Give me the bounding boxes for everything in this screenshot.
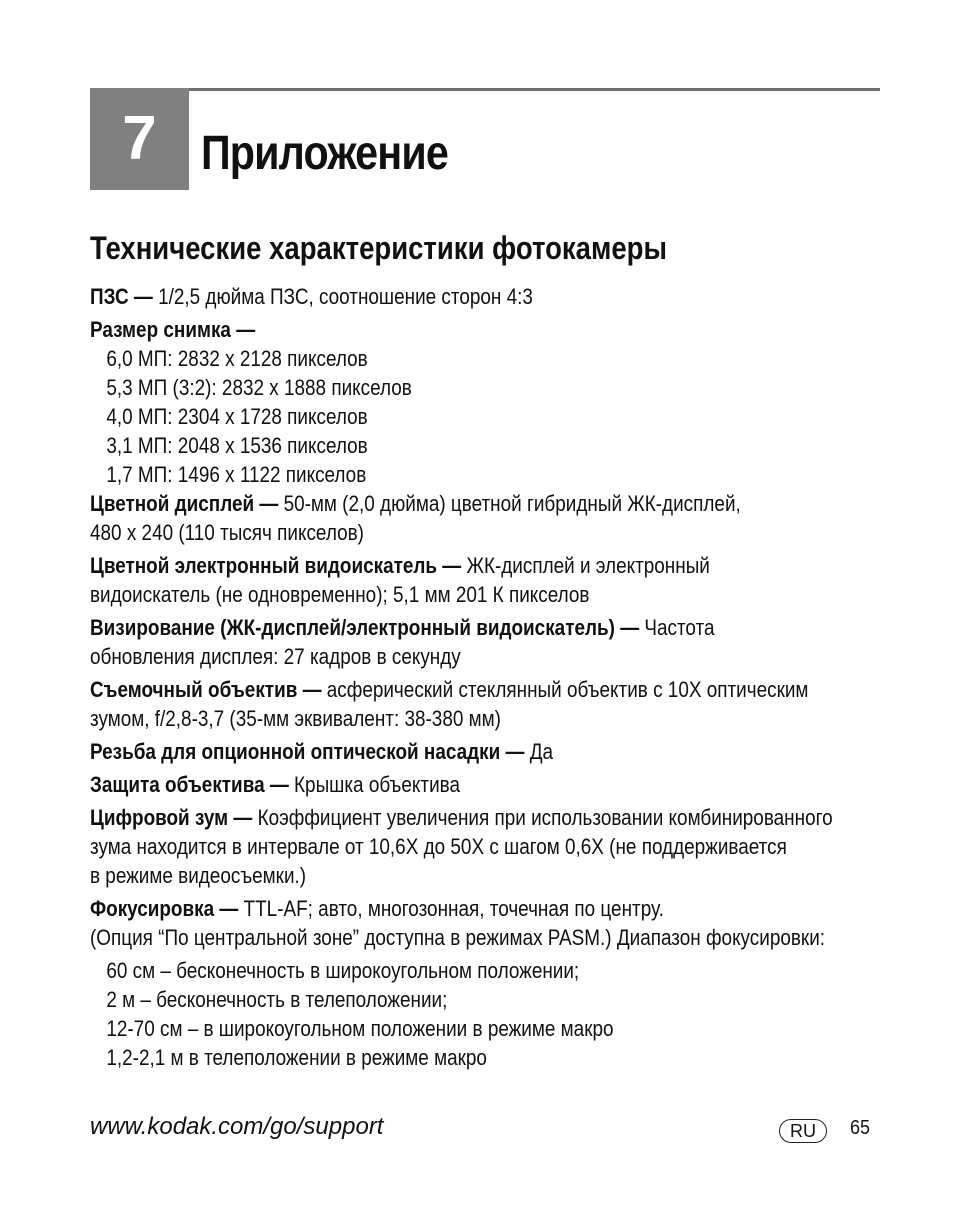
spec-text: ЖК-дисплей и электронный — [461, 553, 710, 578]
spec-color-display-cont: 480 x 240 (110 тысяч пикселов) — [90, 520, 364, 545]
support-url: www.kodak.com/go/support — [90, 1113, 384, 1140]
spec-lens-protection — [90, 770, 847, 799]
spec-text: 1/2,5 дюйма ПЗС, соотношение сторон 4:3 — [152, 284, 533, 309]
spec-image-size-item: 1,7 МП: 1496 x 1122 пикселов — [106, 462, 367, 487]
spec-image-size-item: 4,0 МП: 2304 x 1728 пикселов — [106, 404, 368, 429]
spec-image-size-item: 6,0 МП: 2832 x 2128 пикселов — [106, 346, 368, 371]
spec-label: Цифровой зум — — [90, 805, 253, 830]
spec-image-size-item: 5,3 МП (3:2): 2832 x 1888 пикселов — [106, 375, 412, 400]
chapter-number-box — [90, 88, 189, 190]
spec-label: Фокусировка — — [90, 896, 239, 921]
spec-digital-zoom-cont: в режиме видеосъемки.) — [90, 863, 307, 888]
spec-text: Да — [524, 739, 554, 764]
spec-digital-zoom-cont: зума находится в интервале от 10,6X до 50X с шагом 0,6X (не поддерживается — [90, 834, 787, 859]
spec-text: 50-мм (2,0 дюйма) цветной гибридный ЖК-дисплей, — [278, 491, 741, 516]
chapter-number: 7 — [122, 104, 157, 173]
spec-ccd — [90, 282, 847, 311]
language-badge: RU — [779, 1119, 827, 1143]
spec-image-size-item: 3,1 МП: 2048 x 1536 пикселов — [106, 433, 368, 458]
spec-digital-zoom — [90, 803, 847, 832]
spec-text: Крышка объектива — [288, 772, 461, 797]
spec-label: ПЗС — — [90, 284, 153, 309]
spec-evf — [90, 551, 847, 580]
spec-preview-cont: обновления дисплея: 27 кадров в секунду — [90, 644, 461, 669]
spec-color-display — [90, 489, 847, 518]
spec-label: Защита объектива — — [90, 772, 289, 797]
spec-thread — [90, 737, 847, 766]
spec-focus-item: 2 м – бесконечность в телеположении; — [106, 987, 448, 1012]
chapter-title: Приложение — [201, 127, 448, 180]
spec-lens-cont: зумом, f/2,8-3,7 (35-мм эквивалент: 38-380 мм) — [90, 706, 501, 731]
spec-lens — [90, 675, 847, 704]
spec-label: Цветной электронный видоискатель — — [90, 553, 462, 578]
spec-list — [90, 282, 954, 1072]
spec-preview — [90, 613, 847, 642]
section-title: Технические характеристики фотокамеры — [90, 230, 667, 266]
spec-focus-item: 12-70 см – в широкоугольном положении в режиме макро — [106, 1016, 614, 1041]
spec-text: Коэффициент увеличения при использовании комбинированного — [252, 805, 833, 830]
spec-text: Частота — [639, 615, 715, 640]
spec-text: TTL-AF; авто, многозонная, точечная по центру. — [238, 896, 664, 921]
page-number: 65 — [850, 1117, 871, 1139]
spec-label: Цветной дисплей — — [90, 491, 279, 516]
spec-focus — [90, 894, 847, 923]
spec-label: Резьба для опционной оптической насадки — — [90, 739, 525, 764]
spec-evf-cont: видоискатель (не одновременно); 5,1 мм 201 К пикселов — [90, 582, 590, 607]
spec-label: Визирование (ЖК-дисплей/электронный видоискатель) — — [90, 615, 640, 640]
spec-image-size-label: Размер снимка — — [90, 317, 256, 342]
spec-focus-item: 60 см – бесконечность в широкоугольном положении; — [106, 958, 580, 983]
spec-focus-item: 1,2-2,1 м в телеположении в режиме макро — [106, 1045, 487, 1070]
spec-label: Съемочный объектив — — [90, 677, 322, 702]
spec-text: асферический стеклянный объектив с 10X оптическим — [321, 677, 809, 702]
spec-focus-cont: (Опция “По центральной зоне” доступна в режимах PASM.) Диапазон фокусировки: — [90, 925, 826, 950]
header-rule — [189, 88, 880, 91]
